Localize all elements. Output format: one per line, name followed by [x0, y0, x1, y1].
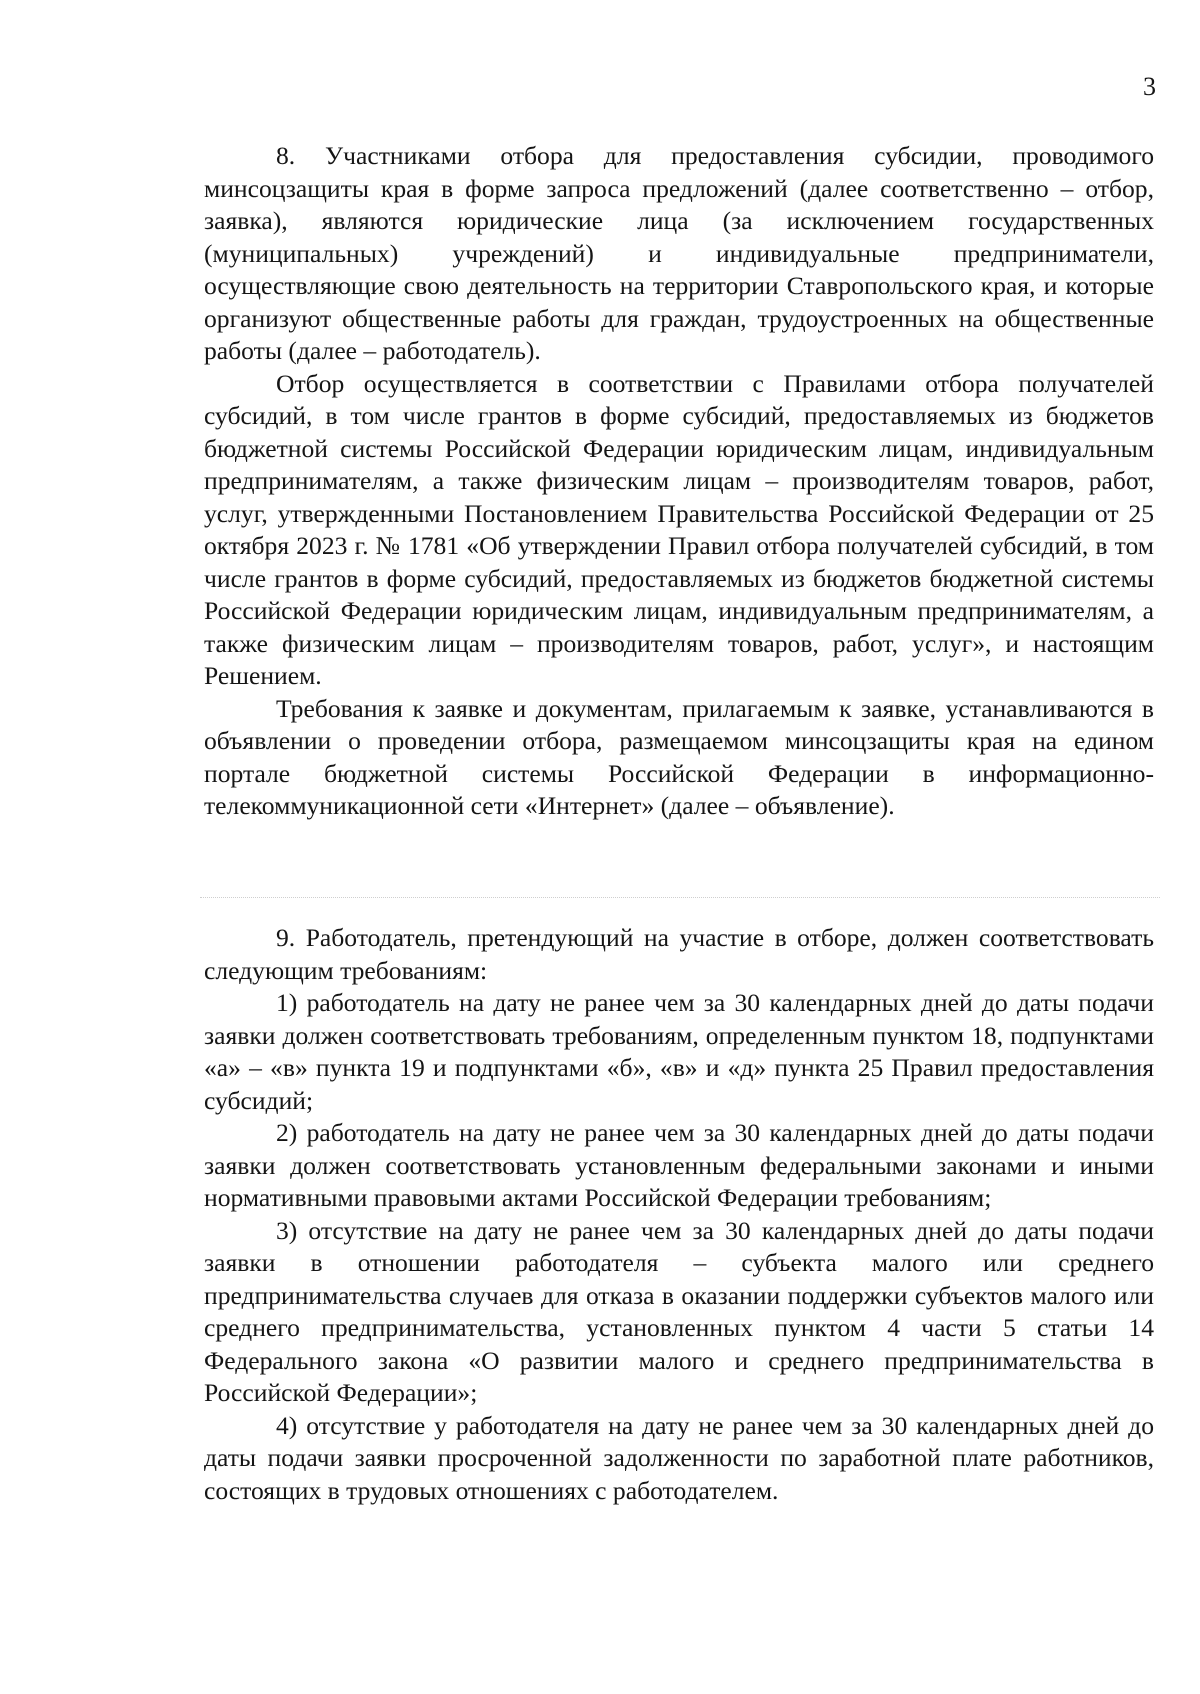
paragraph: 8. Участниками отбора для предоставления субсидии, проводимого минсоцзащиты края в форме запроса предложений (далее соответственно – отбор, заявка), являются юридические лица (за исключением государственных (муниципальных) учреждений) и индивидуальные предприниматели, осуществляющие свою деятельность на территории Ставропольского края, и которые организуют общественные работы для граждан, трудоустроенных на общественные работы (далее – работодатель).	[204, 141, 1154, 365]
paragraph: 4) отсутствие у работодателя на дату не ранее чем за 30 календарных дней до даты подачи заявки просроченной задолженности по заработной плате работников, состоящих в трудовых отношениях с работодателем.	[204, 1410, 1154, 1505]
paragraph: Отбор осуществляется в соответствии с Правилами отбора получателей субсидий, в том числе грантов в форме субсидий, предоставляемых из бюджетов бюджетной системы Российской Федерации юридическим лицам, индивидуальным предпринимателям, а также физическим лицам – производителям товаров, работ, услуг, утвержденными Постановлением Правительства Российской Федерации от 25 октября 2023 г. № 1781 «Об утверждении Правил отбора получателей субсидий, в том числе грантов в форме субсидий, предоставляемых из бюджетов бюджетной системы Российской Федерации юридическим лицам, индивидуальным предпринимателям, а также физическим лицам – производителям товаров, работ, услуг», и настоящим Решением.	[204, 368, 1154, 690]
paragraph: 3) отсутствие на дату не ранее чем за 30 календарных дней до даты подачи заявки в отношении работодателя – субъекта малого или среднего предпринимательства случаев для отказа в оказании поддержки субъектов малого или среднего предпринимательства, установленных пунктом 4 части 5 статьи 14 Федерального закона «О развитии малого и среднего предпринимательства в Российской Федерации»;	[204, 1215, 1154, 1407]
paragraph: 2) работодатель на дату не ранее чем за 30 календарных дней до даты подачи заявки должен соответствовать установленным федеральными законами и иными нормативными правовыми актами Российской Федерации требованиям;	[204, 1118, 1154, 1212]
page-number: 3	[1143, 72, 1156, 101]
paragraph: Требования к заявке и документам, прилагаемым к заявке, устанавливаются в объявлении о проведении отбора, размещаемом минсоцзащиты края на едином портале бюджетной системы Российской Федерации в информационно-телекоммуникационной сети «Интернет» (далее – объявление).	[204, 693, 1154, 820]
scan-artifact-line	[200, 897, 1160, 898]
clause-9-section	[204, 922, 1154, 1507]
clause-8-section	[204, 140, 1154, 823]
paragraph: 1) работодатель на дату не ранее чем за 30 календарных дней до даты подачи заявки должен соответствовать требованиям, определенным пунктом 18, подпунктами «а» – «в» пункта 19 и подпунктами «б», «в» и «д» пункта 25 Правил предоставления субсидий;	[204, 988, 1154, 1115]
paragraph: 9. Работодатель, претендующий на участие в отборе, должен соответствовать следующим требованиям:	[204, 923, 1154, 985]
